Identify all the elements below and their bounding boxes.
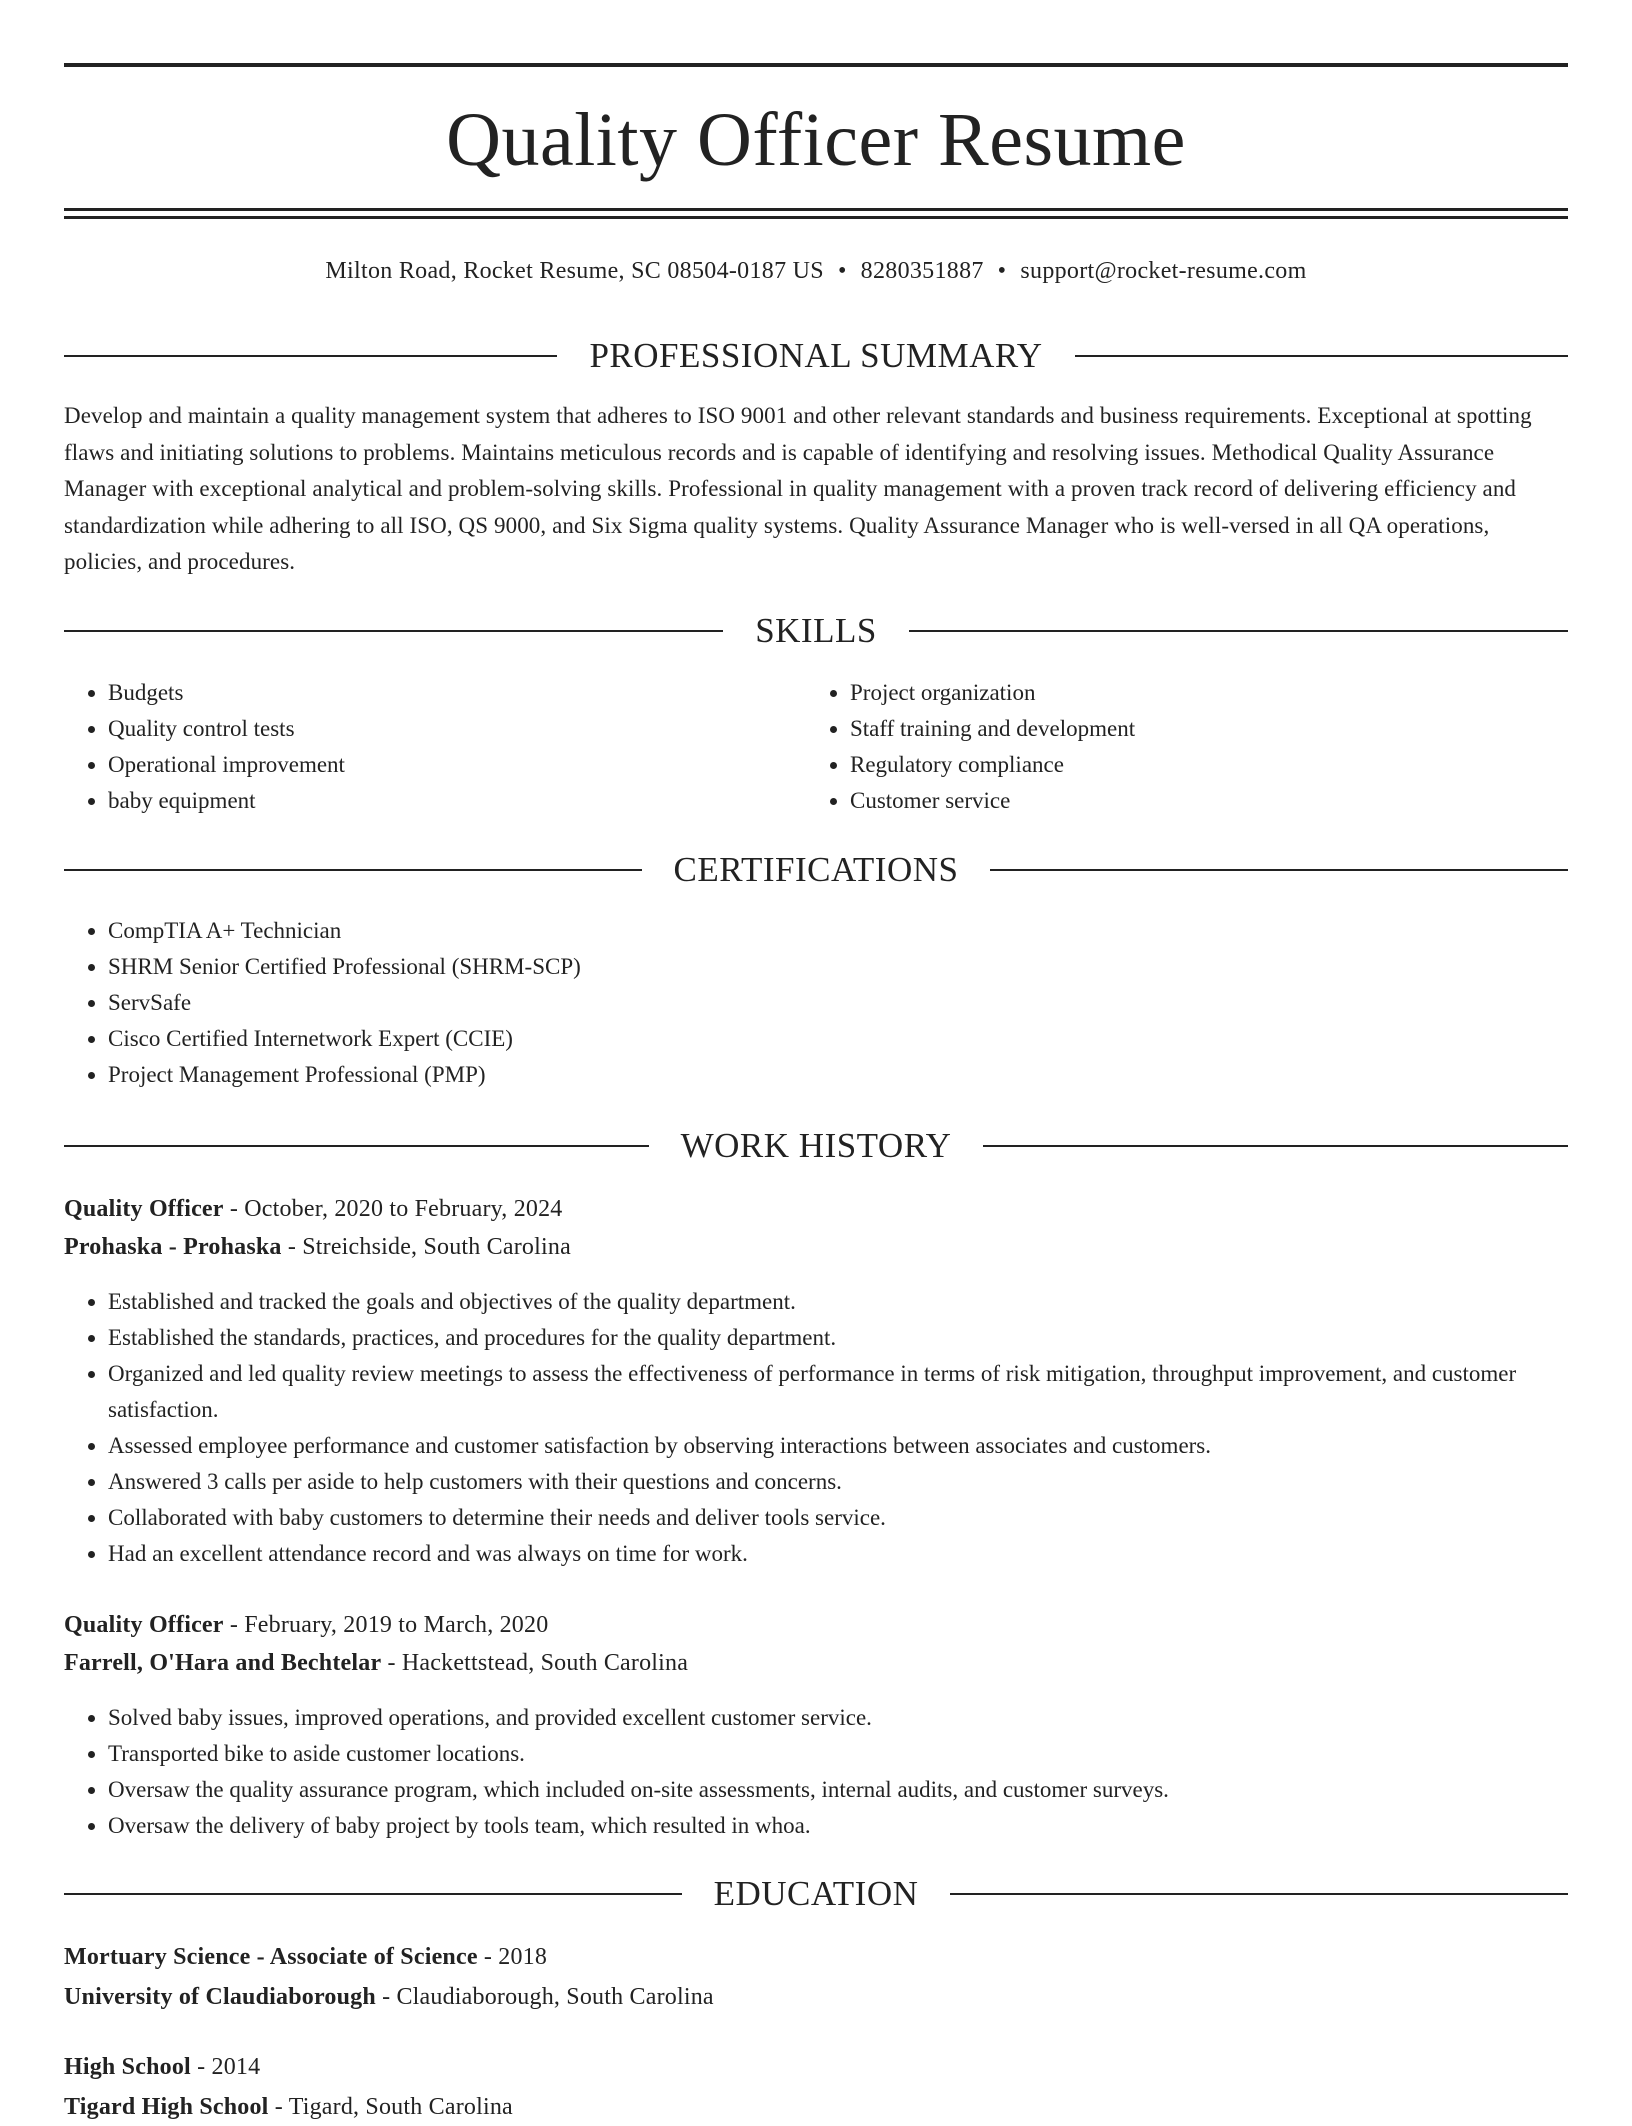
section-heading-education: [64, 1874, 1568, 1914]
certification-item: • ServSafe: [108, 985, 581, 1021]
job-location: - Streichside, South Carolina: [287, 1234, 571, 1260]
skill-item: • Budgets: [108, 675, 345, 711]
job-title: Quality Officer: [64, 1612, 224, 1638]
summary-heading: PROFESSIONAL SUMMARY: [589, 336, 1043, 375]
contact-email: support@rocket-resume.com: [1020, 258, 1307, 284]
job-duty: • Oversaw the delivery of baby project by tools team, which resulted in whoa.: [108, 1808, 1568, 1844]
education-school-line: [64, 2088, 1568, 2126]
skill-item: • Regulatory compliance: [850, 747, 1135, 783]
work-history-heading: WORK HISTORY: [680, 1126, 952, 1165]
skill-item: • Quality control tests: [108, 711, 345, 747]
job-duty: • Established and tracked the goals and objectives of the quality department.: [108, 1284, 1568, 1320]
section-heading-summary: [64, 336, 1568, 376]
education-degree: Mortuary Science - Associate of Science: [64, 1944, 478, 1970]
skill-item: • Project organization: [850, 675, 1135, 711]
job-company-line: [64, 1228, 1568, 1266]
job-title-line: [64, 1606, 1568, 1644]
education-school: University of Claudiaborough: [64, 1984, 376, 2010]
job-dates: - October, 2020 to February, 2024: [229, 1196, 563, 1222]
top-rule: [64, 63, 1568, 67]
job-title: Quality Officer: [64, 1196, 224, 1222]
education-location: - Claudiaborough, South Carolina: [382, 1984, 714, 2010]
skills-list-left: [64, 675, 345, 819]
resume-title: Quality Officer Resume: [446, 98, 1186, 182]
job-duty: • Established the standards, practices, and procedures for the quality department.: [108, 1320, 1568, 1356]
job-duty: • Had an excellent attendance record and was always on time for work.: [108, 1536, 1568, 1572]
summary-text: Develop and maintain a quality management system that adheres to ISO 9001 and other relevant standards and business requirements. Exceptional at spotting flaws and initiating solutions to problems. Maintains meticulous records and is capable of identifying and resolving issues. Methodical Quality Assurance Manager with exceptional analytical and problem-solving skills. Professional in quality management with a proven track record of delivering efficiency and standardization while adhering to all ISO, QS 9000, and Six Sigma quality systems. Quality Assurance Manager who is well-versed in all QA operations, policies, and procedures.: [64, 403, 1532, 574]
job-title-line: [64, 1190, 1568, 1228]
certification-item: • CompTIA A+ Technician: [108, 913, 581, 949]
job-duty: • Oversaw the quality assurance program, which included on-site assessments, internal audits, and customer surveys.: [108, 1772, 1568, 1808]
certification-item: • Cisco Certified Internetwork Expert (CCIE): [108, 1021, 581, 1057]
certification-item: • SHRM Senior Certified Professional (SHRM-SCP): [108, 949, 581, 985]
education-heading: EDUCATION: [713, 1874, 919, 1913]
job-duty: • Solved baby issues, improved operations, and provided excellent customer service.: [108, 1700, 1568, 1736]
education-year: - 2014: [197, 2054, 261, 2080]
contact-line: [64, 255, 1568, 287]
skill-item: • Staff training and development: [850, 711, 1135, 747]
certification-item: • Project Management Professional (PMP): [108, 1057, 581, 1093]
contact-address: Milton Road, Rocket Resume, SC 08504-0187 US: [325, 258, 824, 284]
section-heading-certifications: [64, 850, 1568, 890]
skills-heading: SKILLS: [755, 611, 877, 650]
title-rule-upper: [64, 208, 1568, 211]
job-location: - Hackettstead, South Carolina: [387, 1650, 689, 1676]
section-heading-skills: [64, 611, 1568, 651]
job-company: Farrell, O'Hara and Bechtelar: [64, 1650, 382, 1676]
job-duty: • Collaborated with baby customers to determine their needs and deliver tools service.: [108, 1500, 1568, 1536]
education-school-line: [64, 1978, 1568, 2016]
job-dates: - February, 2019 to March, 2020: [229, 1612, 549, 1638]
section-heading-work-history: [64, 1126, 1568, 1166]
skills-list-right: [806, 675, 1135, 819]
education-degree-line: [64, 1938, 1568, 1976]
contact-separator: •: [997, 258, 1007, 284]
skill-item: • Operational improvement: [108, 747, 345, 783]
education-location: - Tigard, South Carolina: [274, 2094, 513, 2120]
job-duty: • Transported bike to aside customer locations.: [108, 1736, 1568, 1772]
certifications-heading: CERTIFICATIONS: [673, 850, 959, 889]
job-duties-list: [64, 1700, 1568, 1844]
skill-item: • baby equipment: [108, 783, 345, 819]
job-duty: • Answered 3 calls per aside to help customers with their questions and concerns.: [108, 1464, 1568, 1500]
education-year: - 2018: [483, 1944, 548, 1970]
job-company-line: [64, 1644, 1568, 1682]
job-duty: • Assessed employee performance and customer satisfaction by observing interactions between associates and customers.: [108, 1428, 1568, 1464]
job-duties-list: [64, 1284, 1568, 1572]
job-company: Prohaska - Prohaska: [64, 1234, 282, 1260]
education-degree: High School: [64, 2054, 191, 2080]
education-degree-line: [64, 2048, 1568, 2086]
skill-item: • Customer service: [850, 783, 1135, 819]
job-duty: • Organized and led quality review meetings to assess the effectiveness of performance in terms of risk mitigation, throughput improvement, and customer satisfaction.: [108, 1356, 1568, 1428]
title-rule-lower: [64, 216, 1568, 219]
education-school: Tigard High School: [64, 2094, 269, 2120]
certifications-list: [64, 913, 581, 1093]
contact-phone: 8280351887: [860, 258, 984, 284]
contact-separator: •: [837, 258, 847, 284]
